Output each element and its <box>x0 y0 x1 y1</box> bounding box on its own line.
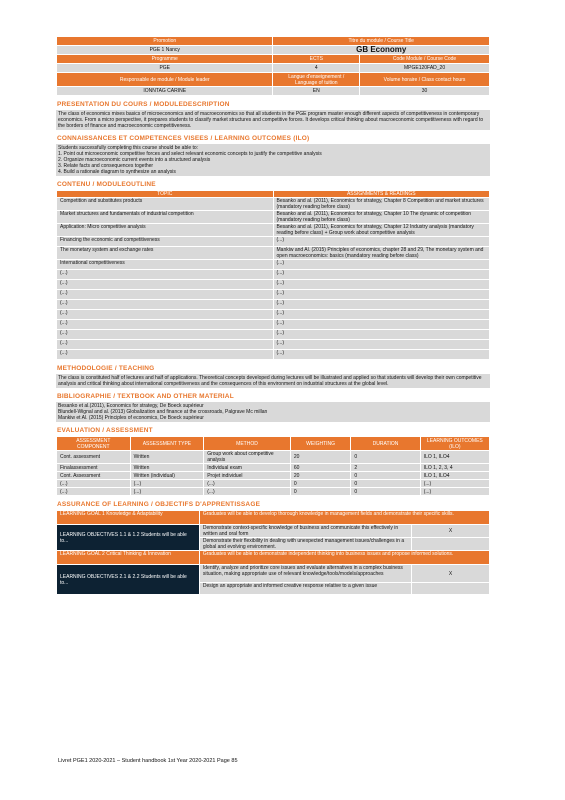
eval-cell: (...) <box>57 480 131 488</box>
promotion-label: Promotion <box>57 37 273 46</box>
eval-cell: Finalassessment <box>57 464 131 472</box>
reading-cell: (...) <box>273 320 490 330</box>
eval-row <box>57 488 490 496</box>
eval-cell: 0 <box>351 488 420 496</box>
methodo-heading: METHODOLOGIE / TEACHING <box>57 365 155 372</box>
langue-value: EN <box>273 87 360 96</box>
eval-cell: ILO 1, ILO4 <box>420 472 489 480</box>
topic-cell: (...) <box>57 280 274 290</box>
topic-cell: Competition and substitutes products <box>57 198 274 211</box>
eval-cell: (...) <box>204 488 291 496</box>
ilo-line: 2. Organize macroeconomic current events into a structured analysis <box>58 157 211 163</box>
reading-cell: (...) <box>273 270 490 280</box>
reading-cell: (...) <box>273 350 490 360</box>
eval-cell: 0 <box>351 451 420 464</box>
reading-cell: (...) <box>273 300 490 310</box>
topic-cell: (...) <box>57 270 274 280</box>
objective-1-1: Demonstrate context-specific knowledge of business and communicate this effectively in written and oral form <box>199 525 411 538</box>
topic-cell: The monetary system and exchange rates <box>57 247 274 260</box>
volume-label: Volume horaire / Class contact hours <box>360 73 490 87</box>
eval-cell: Group work about competitive analysis <box>204 451 291 464</box>
biblio-box <box>56 402 490 422</box>
presentation-text: The class of economics mixes basics of microeconomics and of macroeconomics so that all students in the PGE program master enough different aspects of competitiveness in contemporary economics. From a micro perspective, it prepares students to classify market structures and competitive forces. It develops critical thinking about macroeconomic competitiveness with regard to the borders of finance and macroeconomic competitiveness. <box>56 110 490 130</box>
objective-1-2-mark <box>412 538 490 551</box>
objective-2-1-mark: X <box>412 565 490 583</box>
reading-cell: Besanko and al. (2011), Economics for strategy, Chapter 12 Industry analysis (mandatory reading before class) + Group work about competitive analysis <box>273 224 490 237</box>
eval-row <box>57 451 490 464</box>
ilo-heading: CONNAISSANCES ET COMPETENCES VISEES / LEARNING OUTCOMES (ILO) <box>57 135 310 142</box>
eval-header: ASSESSMENT TYPE <box>130 437 204 451</box>
evaluation-heading: EVALUATION / ASSESSMENT <box>57 427 153 434</box>
content-row <box>57 237 490 247</box>
reading-cell: (...) <box>273 280 490 290</box>
objective-1-1-mark: X <box>412 525 490 538</box>
topic-cell: Application: Micro competitive analysis <box>57 224 274 237</box>
content-table <box>56 190 490 360</box>
promotion-value: PGE 1 Nancy <box>57 46 273 55</box>
topic-cell: (...) <box>57 310 274 320</box>
eval-cell: Written <box>130 464 204 472</box>
content-row <box>57 290 490 300</box>
eval-cell: 20 <box>290 451 351 464</box>
code-value: MPGE120FAD_20 <box>360 64 490 73</box>
eval-row <box>57 480 490 488</box>
responsable-label: Responsable de module / Module leader <box>57 73 273 87</box>
objective-2-2-mark <box>412 583 490 595</box>
content-row <box>57 224 490 237</box>
reading-cell: Mankiw and Al. (2015) Principles of economics, chapter 28 and 29, The monetary system and open macroeconomics: basics (mandatory reading before class) <box>273 247 490 260</box>
objectives2-label: LEARNING OBJECTIVES 2.1 & 2.2 Students will be able to... <box>57 565 200 595</box>
eval-cell: Cont. Assessment <box>57 472 131 480</box>
content-row <box>57 350 490 360</box>
goal2-title: LEARNING GOAL 2 Critical Thinking & Innovation <box>57 551 200 565</box>
eval-cell: (...) <box>130 480 204 488</box>
reading-cell: (...) <box>273 340 490 350</box>
reading-cell: (...) <box>273 237 490 247</box>
eval-cell: (...) <box>130 488 204 496</box>
biblio-line: Blundell-Wignal and al. (2013) Globalization and finance at the crossroads, Palgrave Mc millan <box>58 409 268 415</box>
goal1-title: LEARNING GOAL 1 Knowledge & Adaptability <box>57 511 200 525</box>
content-row <box>57 270 490 280</box>
methodo-text: The class is constituted half of lectures and half of applications. Theoretical concepts developed during lectures will be illustrated and applied so that students will develop their own competitive analysis and critical thinking about international competitiveness and the consequences of this environment on industrial structures at the global level. <box>56 374 490 388</box>
eval-cell: Individual exam <box>204 464 291 472</box>
course-title: GB Economy <box>273 46 490 55</box>
eval-cell: 2 <box>351 464 420 472</box>
objective-2-2: Design an appropriate and informed creative response relative to a given issue <box>199 583 411 595</box>
eval-cell: Written (individual) <box>130 472 204 480</box>
objectives1-label: LEARNING OBJECTIVES 1.1 & 1.2 Students will be able to... <box>57 525 200 551</box>
eval-cell: ILO 1, 2, 3, 4 <box>420 464 489 472</box>
ects-label: ECTS <box>273 55 360 64</box>
ilo-line: 4. Build a rationale diagram to synthesize an analysis <box>58 169 176 175</box>
reading-cell: (...) <box>273 260 490 270</box>
eval-row <box>57 472 490 480</box>
eval-header: METHOD <box>204 437 291 451</box>
biblio-line: Besanko et al.(2011), Economics for strategy, De Boeck supérieur <box>58 403 204 409</box>
content-row <box>57 330 490 340</box>
langue-label: Langue d'enseignement / Language of tuition <box>273 73 360 87</box>
topic-cell: (...) <box>57 340 274 350</box>
eval-cell: 0 <box>351 472 420 480</box>
eval-cell: Projet individuel <box>204 472 291 480</box>
topic-header: TOPIC <box>57 191 274 198</box>
reading-cell: (...) <box>273 330 490 340</box>
biblio-line: Mankiw et Al. (2015) Principles of economics, De Boeck supérieur <box>58 415 204 421</box>
topic-cell: Financing the economic and competitiveness <box>57 237 274 247</box>
volume-value: 30 <box>360 87 490 96</box>
eval-cell: (...) <box>420 480 489 488</box>
content-row <box>57 320 490 330</box>
title-label: Titre du module / Course Title <box>273 37 490 46</box>
topic-cell: International competitiveness <box>57 260 274 270</box>
topic-cell: (...) <box>57 300 274 310</box>
ilo-line: 3. Relate facts and consequences together <box>58 163 154 169</box>
eval-cell: Written <box>130 451 204 464</box>
programme-value: PGE <box>57 64 273 73</box>
eval-cell: 20 <box>290 472 351 480</box>
ilo-box <box>56 144 490 176</box>
contenu-heading: CONTENU / MODULEOUTLINE <box>57 181 156 188</box>
evaluation-table <box>56 436 490 496</box>
topic-cell: (...) <box>57 350 274 360</box>
content-row <box>57 198 490 211</box>
ilo-line: Students successfully completing this course should be able to: <box>58 145 199 151</box>
content-row <box>57 310 490 320</box>
eval-cell: Cont. assessment <box>57 451 131 464</box>
topic-cell: Market structures and fundamentals of industrial competition <box>57 211 274 224</box>
eval-cell: (...) <box>57 488 131 496</box>
topic-cell: (...) <box>57 320 274 330</box>
topic-cell: (...) <box>57 330 274 340</box>
handbook-page <box>56 36 490 595</box>
topic-cell: (...) <box>57 290 274 300</box>
eval-cell: (...) <box>204 480 291 488</box>
eval-cell: 0 <box>290 480 351 488</box>
reading-cell: Besanko and al. (2011), Economics for strategy, Chapter 10 The dynamic of competition (mandatory reading before class) <box>273 211 490 224</box>
goal1-description: Graduates will be able to develop thorough knowledge in management fields and demonstrate their specific skills. <box>199 511 489 525</box>
content-row <box>57 340 490 350</box>
aol-table <box>56 510 490 595</box>
reading-cell: (...) <box>273 310 490 320</box>
goal2-description: Graduates will be able to demonstrate independent thinking into business issues and propose informed solutions. <box>199 551 489 565</box>
eval-row <box>57 464 490 472</box>
content-row <box>57 300 490 310</box>
eval-cell: 0 <box>290 488 351 496</box>
eval-cell: 0 <box>351 480 420 488</box>
code-label: Code Module / Course Code <box>360 55 490 64</box>
objective-1-2: Demonstrate their flexibility in dealing with unexpected management issues/challenges in a global and evolving environment. <box>199 538 411 551</box>
page-footer: Livret PGE1 2020-2021 – Student handbook 1st Year 2020-2021 Page 85 <box>58 758 238 764</box>
presentation-heading: PRESENTATION DU COURS / MODULEDESCRIPTION <box>57 101 230 108</box>
module-header-table <box>56 36 490 96</box>
programme-label: Programme <box>57 55 273 64</box>
assurance-heading: ASSURANCE OF LEARNING / OBJECTIFS D'APPRENTISSAGE <box>57 501 261 508</box>
eval-header: ASSESSMENT COMPONENT <box>57 437 131 451</box>
eval-cell: (...) <box>420 488 489 496</box>
eval-header: DURATION <box>351 437 420 451</box>
eval-header: WEIGHTING <box>290 437 351 451</box>
content-row <box>57 211 490 224</box>
objective-2-1: Identify, analyze and prioritize core issues and evaluate alternatives in a complex business situation, making appropriate use of relevant knowledge/tools/models/approaches <box>199 565 411 583</box>
content-row <box>57 260 490 270</box>
eval-cell: 60 <box>290 464 351 472</box>
eval-header: LEARNING OUTCOMES (ILO) <box>420 437 489 451</box>
content-row <box>57 247 490 260</box>
ects-value: 4 <box>273 64 360 73</box>
eval-cell: ILO 1, ILO4 <box>420 451 489 464</box>
readings-header: ASSIGNMENTS & READINGS <box>273 191 490 198</box>
biblio-heading: BIBLIOGRAPHIE / TEXTBOOK AND OTHER MATERIAL <box>57 393 234 400</box>
ilo-line: 1. Point out microeconomic competitive forces and select relevant economic concepts to justify the competitive analysis <box>58 151 322 157</box>
content-row <box>57 280 490 290</box>
reading-cell: (...) <box>273 290 490 300</box>
reading-cell: Besanko and al. (2011), Economics for strategy, Chapter 8 Competition and market structures (mandatory reading before class) <box>273 198 490 211</box>
responsable-value: IONNTAG CARINE <box>57 87 273 96</box>
